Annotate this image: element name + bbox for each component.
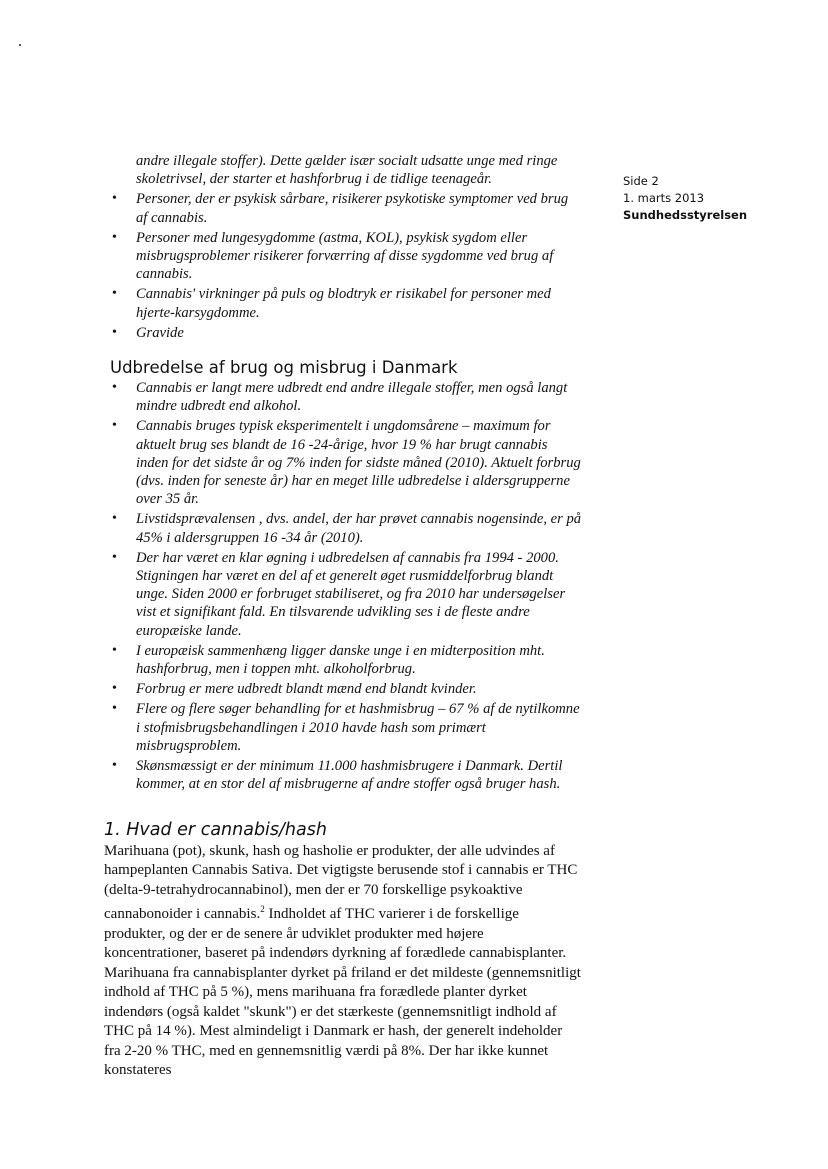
list-item: • Gravide — [104, 324, 582, 342]
list-item: • Skønsmæssigt er der minimum 11.000 hashmisbrugere i Danmark. Dertil kommer, at en stor del af misbrugerne af andre stoffer også bruger hash. — [104, 757, 582, 793]
list-item: • I europæisk sammenhæng ligger danske unge i en midterposition mht. hashforbrug, men i toppen mht. alkoholforbrug. — [104, 642, 582, 678]
risk-group-list — [104, 190, 582, 342]
document-date: 1. marts 2013 — [623, 191, 705, 205]
spread-list — [104, 379, 582, 793]
scan-speck — [19, 44, 21, 46]
list-item: • Flere og flere søger behandling for et hashmisbrug – 67 % af de nytilkomne i stofmisbrugsbehandlingen i 2010 havde hash som primært misbrugsproblem. — [104, 700, 582, 755]
page-sidebar — [623, 173, 747, 224]
section-heading-spread: Udbredelse af brug og misbrug i Danmark — [110, 358, 458, 378]
footnote-reference: 2 — [260, 904, 265, 914]
list-item: • Cannabis bruges typisk eksperimentelt i ungdomsårene – maximum for aktuelt brug ses blandt de 16 -24-årige, hvor 19 % har brugt cannabis inden for det sidste år og 7% inden for sidste måned (2010). Aktuelt forbrug (dvs. inden for seneste år) har en meget lille udbredelse i aldersgrupperne over 35 år. — [104, 417, 582, 508]
list-item: • Cannabis' virkninger på puls og blodtryk er risikabel for personer med hjerte-karsygdomme. — [104, 285, 582, 321]
paragraph-text-a: Marihuana (pot), skunk, hash og hasholie er produkter, der alle udvindes af hampeplanten Cannabis Sativa. Det vigtigste berusende stof i cannabis er THC (delta-9-tetrahydrocannabinol), men der er 70 forskellige psykoaktive cannabonoider i cannabis. — [104, 842, 578, 922]
list-item: • Der har været en klar øgning i udbredelsen af cannabis fra 1994 - 2000. Stigningen har været en del af et generelt øget rusmiddelforbrug blandt unge. Siden 2000 er forbruget stabiliseret, og fra 2010 har undersøgelser vist et signifikant fald. En tilsvarende udvikling ses i de fleste andre europæiske lande. — [104, 549, 582, 640]
organization-name: Sundhedsstyrelsen — [623, 208, 748, 222]
section-heading-1: 1. Hvad er cannabis/hash — [104, 819, 327, 840]
main-column — [104, 152, 582, 1081]
list-item: • Cannabis er langt mere udbredt end andre illegale stoffer, men også langt mindre udbredt end alkohol. — [104, 379, 582, 415]
list-item: • Forbrug er mere udbredt blandt mænd end blandt kvinder. — [104, 680, 582, 698]
list-item: • Personer med lungesygdomme (astma, KOL), psykisk sygdom eller misbrugsproblemer risikerer forværring af disse sygdomme ved brug af cannabis. — [104, 229, 582, 284]
page-number: Side 2 — [623, 174, 659, 188]
paragraph-text-b: Indholdet af THC varierer i de forskellige produkter, og der er de senere år udviklet produkter med højere koncentrationer, baseret på indendørs dyrkning af forædlede cannabisplanter. Marihuana fra cannabisplanter dyrket på friland er det mildeste (gennemsnitligt indhold af THC på 5 %), mens marihuana fra forædlede planter dyrket indendørs (også kaldet "skunk") er det stærkeste (gennemsnitligt indhold af THC på 14 %). Mest almindeligt i Danmark er hash, der generelt indeholder fra 2-20 % THC, med en gennemsnitlig værdi på 8%. Der har ikke kunnet konstateres — [104, 906, 581, 1078]
list-item: • Livstidsprævalensen , dvs. andel, der har prøvet cannabis nogensinde, er på 45% i aldersgruppen 16 -34 år (2010). — [104, 510, 582, 546]
list-item: • Personer, der er psykisk sårbare, risikerer psykotiske symptomer ved brug af cannabis. — [104, 190, 582, 226]
intro-continuation: andre illegale stoffer). Dette gælder især socialt udsatte unge med ringe skoletrivsel, der starter et hashforbrug i de tidlige teenageår. — [136, 153, 558, 188]
section-1-paragraph — [104, 842, 582, 1081]
